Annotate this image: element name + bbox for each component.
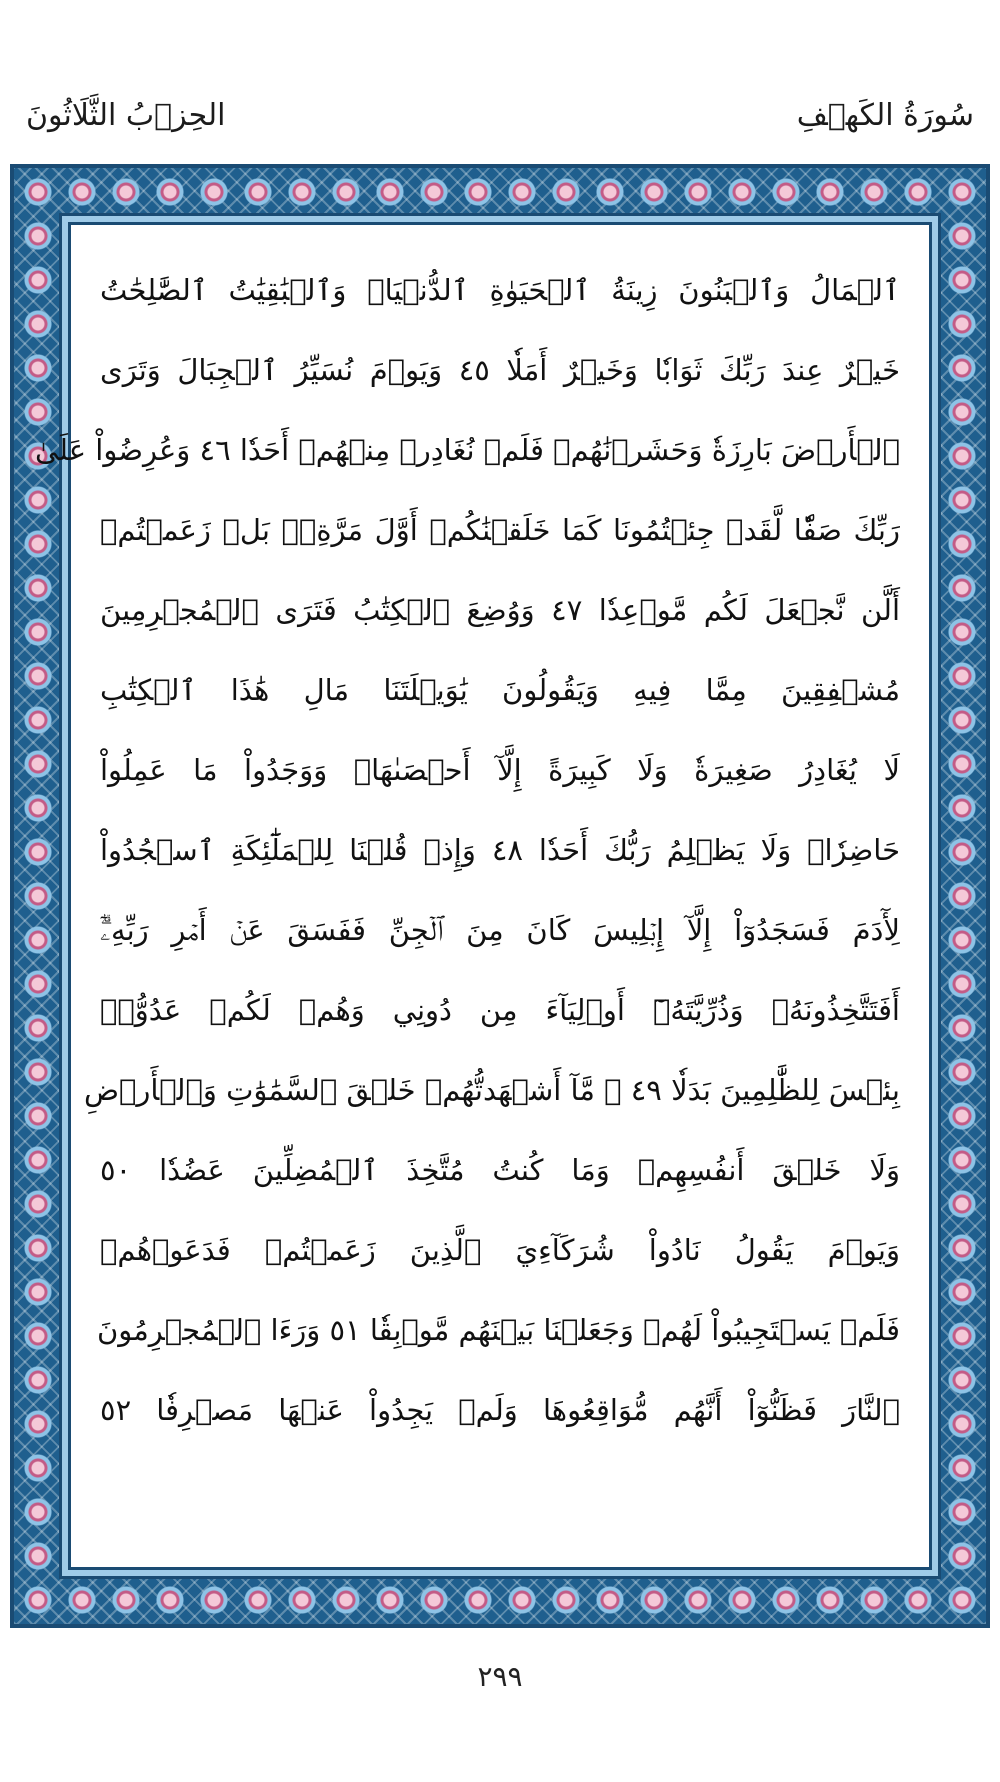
text-line: [100, 1210, 900, 1290]
text-line-content: ٱلنَّارَ فَظَنُّوٓاْ أَنَّهُم مُّوَاقِعُوهَا وَلَمۡ يَجِدُواْ عَنۡهَا مَصۡرِفٗا ٥٢: [100, 1393, 900, 1427]
text-line-content: لِأٓدَمَ فَسَجَدُوٓاْ إِلَّآ إِبۡلِيسَ كَانَ مِنَ ٱلۡجِنِّ فَفَسَقَ عَنۡ أَمۡرِ رَبِّهِۦٓۗ: [100, 912, 900, 947]
text-line: [96, 1290, 900, 1370]
text-line: [100, 250, 900, 330]
text-line: [100, 890, 900, 970]
text-line-content: ٱلۡأَرۡضَ بَارِزَةٗ وَحَشَرۡنَٰهُمۡ فَلَمۡ نُغَادِرۡ مِنۡهُمۡ أَحَدٗا ٤٦ وَعُرِضُواْ عَلَىٰ: [35, 433, 900, 467]
text-line: [83, 1050, 900, 1130]
text-line: [100, 1370, 900, 1450]
text-line-content: رَبِّكَ صَفّٗا لَّقَدۡ جِئۡتُمُونَا كَمَا خَلَقۡنَٰكُمۡ أَوَّلَ مَرَّةِۭۚ بَلۡ زَعَمۡتُمۡ: [100, 513, 900, 547]
text-line: [35, 410, 900, 490]
text-line-content: وَيَوۡمَ يَقُولُ نَادُواْ شُرَكَآءِيَ ٱلَّذِينَ زَعَمۡتُمۡ فَدَعَوۡهُمۡ: [100, 1233, 900, 1267]
surah-name: سُورَةُ الكَهۡفِ: [796, 97, 974, 133]
text-line-content: بِئۡسَ لِلظَّٰلِمِينَ بَدَلٗا ٤٩ ۞ مَّآ أَشۡهَدتُّهُمۡ خَلۡقَ ٱلسَّمَٰوَٰتِ وَٱلۡأَرۡضِ: [83, 1073, 900, 1107]
text-line-content: ٱلۡمَالُ وَٱلۡبَنُونَ زِينَةُ ٱلۡحَيَوٰةِ ٱلدُّنۡيَاۖ وَٱلۡبَٰقِيَٰتُ ٱلصَّٰلِحَٰتُ: [100, 273, 900, 307]
text-line-content: خَيۡرٌ عِندَ رَبِّكَ ثَوَابٗا وَخَيۡرٌ أَمَلٗا ٤٥ وَيَوۡمَ نُسَيِّرُ ٱلۡجِبَالَ وَتَرَى: [100, 353, 900, 387]
text-line: [100, 970, 900, 1050]
text-line-content: وَلَا خَلۡقَ أَنفُسِهِمۡ وَمَا كُنتُ مُتَّخِذَ ٱلۡمُضِلِّينَ عَضُدٗا ٥٠: [100, 1153, 900, 1187]
quran-text: [35, 250, 901, 1530]
hizb-name: الحِزۡبُ الثَّلَاثُونَ: [26, 97, 226, 133]
text-line: [100, 730, 900, 810]
text-line-content: حَاضِرٗاۗ وَلَا يَظۡلِمُ رَبُّكَ أَحَدٗا ٤٨ وَإِذۡ قُلۡنَا لِلۡمَلَٰٓئِكَةِ ٱسۡجُدُواْ: [100, 833, 900, 867]
text-line-content: أَلَّن نَّجۡعَلَ لَكُم مَّوۡعِدٗا ٤٧ وَوُضِعَ ٱلۡكِتَٰبُ فَتَرَى ٱلۡمُجۡرِمِينَ: [100, 593, 901, 627]
text-line-content: أَفَتَتَّخِذُونَهُۥ وَذُرِّيَّتَهُۥٓ أَوۡلِيَآءَ مِن دُونِي وَهُمۡ لَكُمۡ عَدُوُّۢۚ: [100, 993, 900, 1027]
text-line: [100, 810, 900, 890]
text-line-content: مُشۡفِقِينَ مِمَّا فِيهِ وَيَقُولُونَ يَٰوَيۡلَتَنَا مَالِ هَٰذَا ٱلۡكِتَٰبِ: [100, 673, 900, 707]
text-line: [100, 330, 900, 410]
page-header: [26, 90, 974, 140]
page-number: ٢٩٩: [477, 1660, 523, 1693]
text-line: [100, 650, 900, 730]
text-line-content: لَا يُغَادِرُ صَغِيرَةٗ وَلَا كَبِيرَةً إِلَّآ أَحۡصَىٰهَاۚ وَوَجَدُواْ مَا عَمِلُواْ: [100, 753, 900, 787]
text-line: [100, 1130, 900, 1210]
text-line-content: فَلَمۡ يَسۡتَجِيبُواْ لَهُمۡ وَجَعَلۡنَا بَيۡنَهُم مَّوۡبِقٗا ٥١ وَرَءَا ٱلۡمُجۡرِمُونَ: [96, 1313, 900, 1347]
text-line: [100, 570, 900, 650]
text-line: [100, 490, 900, 570]
